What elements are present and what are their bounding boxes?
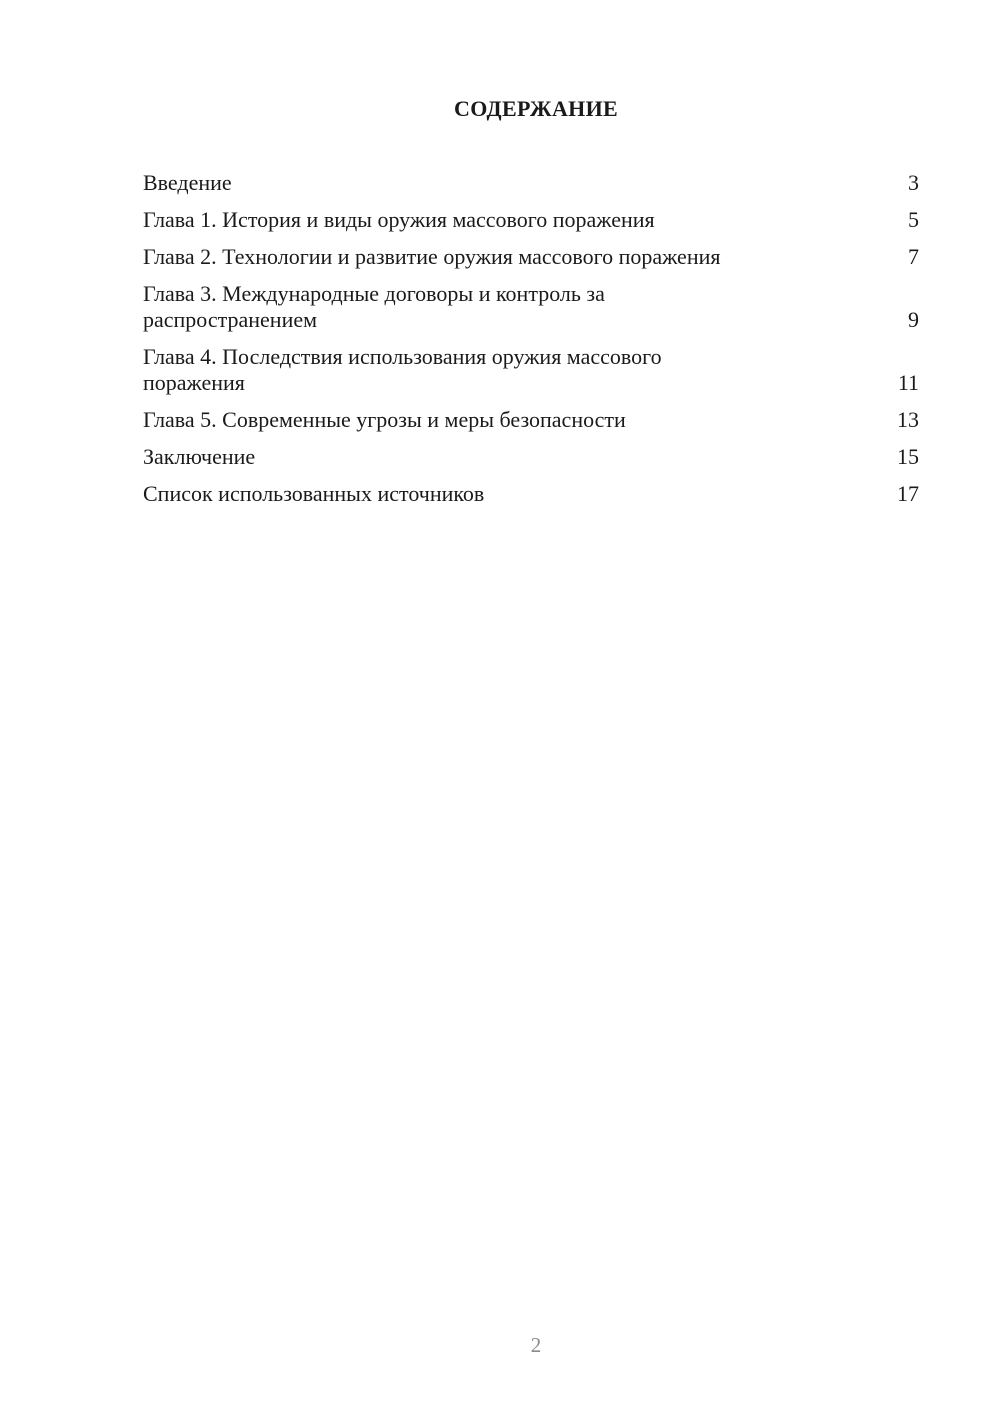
toc-entry-text: Глава 2. Технологии и развитие оружия массового поражения — [143, 244, 721, 269]
toc-entry — [143, 244, 919, 270]
toc-entry-page: 17 — [897, 481, 919, 506]
toc-entry-page: 5 — [908, 207, 919, 232]
toc-entry-text: Глава 3. Международные договоры и контроль за распространением — [143, 281, 605, 332]
toc-entry-text: Глава 5. Современные угрозы и меры безопасности — [143, 407, 626, 432]
toc-entry-text: Заключение — [143, 444, 256, 469]
toc-entry-text: Введение — [143, 170, 232, 195]
toc-title: СОДЕРЖАНИЕ — [454, 96, 618, 121]
toc-entry-page: 9 — [908, 307, 919, 332]
toc-entry — [143, 444, 919, 470]
toc-entry-page: 11 — [897, 370, 919, 395]
toc-entry-page: 15 — [897, 444, 919, 469]
toc-entry — [143, 170, 919, 196]
toc-entry-page: 13 — [897, 407, 919, 432]
page-number: 2 — [530, 1333, 542, 1357]
toc-entry — [143, 407, 919, 433]
toc-entry — [143, 481, 919, 507]
toc-entry-text: Глава 4. Последствия использования оружия массового поражения — [143, 344, 662, 395]
toc-entry-page: 3 — [908, 170, 919, 195]
toc-entry — [143, 344, 919, 396]
toc-entry — [143, 207, 919, 233]
toc-entry-page: 7 — [908, 244, 919, 269]
table-of-contents — [143, 170, 919, 518]
toc-entry-text: Список использованных источников — [143, 481, 485, 506]
toc-entry-text: Глава 1. История и виды оружия массового поражения — [143, 207, 655, 232]
toc-entry — [143, 281, 919, 333]
